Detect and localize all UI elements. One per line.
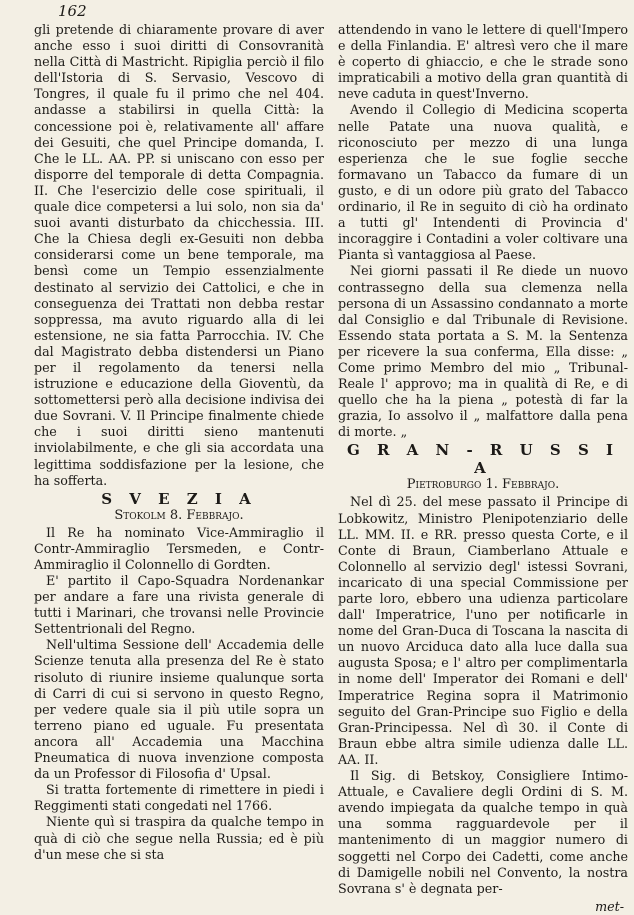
section-heading-svezia: S V E Z I A — [101, 489, 257, 508]
dateline-stokolm: Stokolm 8. Febbrajo. — [114, 507, 244, 523]
paragraph-patate-tabacco: Avendo il Collegio di Medicina scoperta nelle Patate una nuova qualità, e riconosciuto per mezzo di una lunga esperienza che le sue foglie secche formavano un Tabacco da fumare di un gusto, e di un odore più grato del Tabacco ordinario, il Re in seguito di ciò ha ordinato a tutti gl' Intendenti di Provincia d' incoraggire i Contadini a voler coltivare una Pianta sì vantaggiosa al Paese. — [338, 102, 628, 263]
paragraph-mastricht: gli pretende di chiaramente provare di aver anche esso i suoi diritti di Consovranità nella Città di Mastricht. Ripiglia perciò il filo dell'Istoria di S. Servasio, Vescovo di Tongres, il quale fu il primo che nel 404. andasse a stabilirsi in quella Città: la concessione poi è, relativamente all' affare dei Gesuiti, che quel Principe domanda, I. Che le LL. AA. PP. si uniscano con esso per disporre del temporale di detta Compagnia. II. Che l'esercizio delle cose spirituali, il quale dice competersi a lui solo, non sia da' suoi avanti disturbato da chicchessia. III. Che la Chiesa degli ex-Gesuiti non debba considerarsi come un bene temporale, ma bensì come un Tempio essenzialmente destinato al servizio dei Cattolici, e che in conseguenza dei Trattati non debba restar soppressa, ma avuto riguardo alla di lei estensione, ne sia fatta Parrocchia. IV. Che dal Magistrato debba distendersi un Piano per il regolamento da tenersi nella istruzione e educazione della Gioventù, da sottomettersi però alla decisione indivisa dei due Sovrani. V. Il Principe finalmente chiede che i suoi diritti sieno mantenuti inviolabilmente, e che gli sia accordata una legittima soddisfazione per la lesione, che ha sofferta. — [34, 22, 324, 488]
dateline-pietroburgo: Pietroburgo 1. Febbrajo. — [406, 477, 560, 493]
paragraph-vice-ammiraglio: Il Re ha nominato Vice-Ammiraglio il Contr-Ammiraglio Tersmeden, e Contr-Ammiraglio il Colonnello di Gordten. — [34, 524, 324, 572]
paragraph-betskoy: Il Sig. di Betskoy, Consigliere Intimo-Attuale, e Cavaliere degli Ordini di S. M. avendo impiegata da qualche tempo in quà una somma ragguardevole per il mantenimento di un maggior numero di soggetti nel Corpo dei Cadetti, come anche di Damigelle nobili nel Convento, la nostra Sovrana s' è degnata per- — [338, 768, 628, 896]
catchword: met- — [595, 898, 624, 914]
paragraph-accademia: Nell'ultima Sessione dell' Accademia delle Scienze tenuta alla presenza del Re è stato risoluto di riunire insieme qualunque sorta di Carri di cui si servono in questo Regno, per vedere quale sia il più utile sopra un terreno piano ed uguale. Fu presentata ancora all' Accademia una Macchina Pneumatica di nuova invenzione composta da un Professor di Filosofia d' Upsal. — [34, 637, 324, 782]
paragraph-lobkowitz: Nel dì 25. del mese passato il Principe di Lobkowitz, Ministro Plenipotenziario delle LL. MM. II. e RR. presso questa Corte, e il Conte di Braun, Ciamberlano Attuale e Colonnello al servizio degl' istessi Sovrani, incaricato di una special Commissione per parte loro, ebbero una udienza particolare dall' Imperatrice, l'uno per notificarle in nome del Gran-Duca di Toscana la nascita di un nuovo Arciduca dato alla luce dalla sua augusta Sposa; e l' altro per complimentarla in nome dell' Imperator dei Romani e dell' Imperatrice Regina sopra il Matrimonio seguito del Gran-Principe suo Figlio e della Gran-Principessa. Nel dì 30. il Conte di Braun ebbe altra simile udienza dalle LL. AA. II. — [338, 494, 628, 767]
paragraph-russia-news: Niente quì si traspira da qualche tempo in quà di ciò che segue nella Russia; ed è più d'un mese che si sta — [34, 814, 324, 862]
paragraph-reggimenti: Si tratta fortemente di rimettere in piedi i Reggimenti stati congedati nel 1766. — [34, 782, 324, 814]
paragraph-finlandia: attendendo in vano le lettere di quell'Impero e della Finlandia. E' altresì vero che il mare è coperto di ghiaccio, e che le strade sono impraticabili a motivo della gran quantità di neve caduta in quest'Inverno. — [338, 22, 628, 102]
text-columns — [34, 22, 628, 914]
paragraph-clemenza: Nei giorni passati il Re diede un nuovo contrassegno della sua clemenza nella persona di un Assassino condannato a morte dal Consiglio e dal Tribunale di Revisione. Essendo stata portata a S. M. la Sentenza per ricevere la sua conferma, Ella disse: „ Come primo Membro del mio „ Tribunal-Reale l' approvo; ma in qualità di Re, e di quello che ha la piena „ potestà di far la grazia, Io assolvo il „ malfattore dalla pena di morte. „ — [338, 263, 628, 440]
right-column — [338, 22, 628, 914]
left-column — [34, 22, 324, 892]
section-heading-gran-russia: G R A N - R U S S I A — [346, 441, 620, 478]
paragraph-capo-squadra: E' partito il Capo-Squadra Nordenankar per andare a fare una rivista generale di tutti i Marinari, che trovansi nelle Provincie Settentrionali del Regno. — [34, 573, 324, 637]
page-number: 162 — [58, 2, 87, 20]
